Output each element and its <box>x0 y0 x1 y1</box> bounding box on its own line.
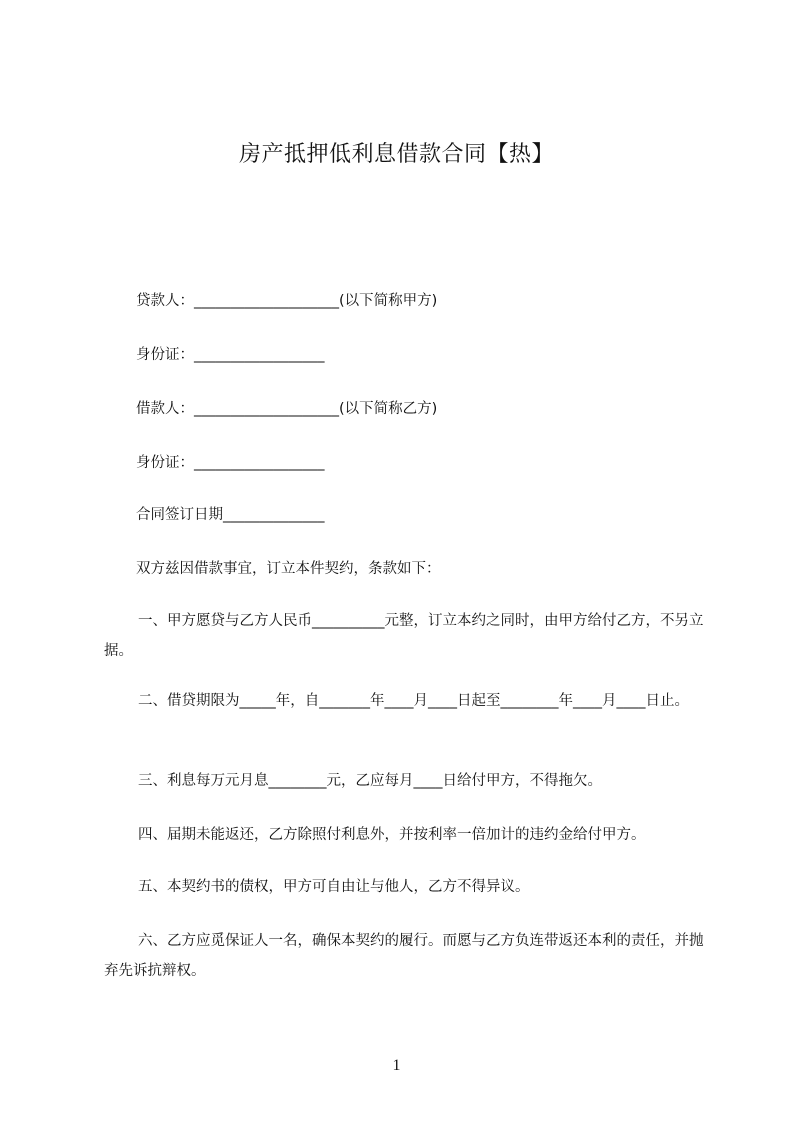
borrower-field: 借款人：____________________(以下简称乙方) <box>136 401 438 417</box>
page-number: 1 <box>392 1057 401 1074</box>
clause-6: 六、乙方应觅保证人一名，确保本契约的履行。而愿与乙方负连带返还本利的责任，并抛弃先诉抗辩权。 <box>104 933 704 979</box>
lender-field: 贷款人：____________________(以下简称甲方) <box>136 293 438 309</box>
clause-1: 一、甲方愿贷与乙方人民币__________元整，订立本约之同时，由甲方给付乙方，不另立据。 <box>104 613 704 659</box>
clause-3: 三、利息每万元月息________元，乙应每月____日给付甲方，不得拖欠。 <box>138 773 602 789</box>
document-title: 房产抵押低利息借款合同【热】 <box>238 142 554 167</box>
borrower-id-field: 身份证：__________________ <box>136 455 325 471</box>
clause-4: 四、届期未能返还，乙方除照付利息外，并按利率一倍加计的违约金给付甲方。 <box>138 827 646 843</box>
clause-2: 二、借贷期限为_____年，自_______年____月____日起至________年____月____日止。 <box>138 693 689 709</box>
clause-5: 五、本契约书的债权，甲方可自由让与他人，乙方不得异议。 <box>138 879 530 895</box>
intro-text: 双方兹因借款事宜，订立本件契约，条款如下： <box>136 561 441 577</box>
lender-id-field: 身份证：__________________ <box>136 347 325 363</box>
sign-date-field: 合同签订日期______________ <box>136 507 325 523</box>
